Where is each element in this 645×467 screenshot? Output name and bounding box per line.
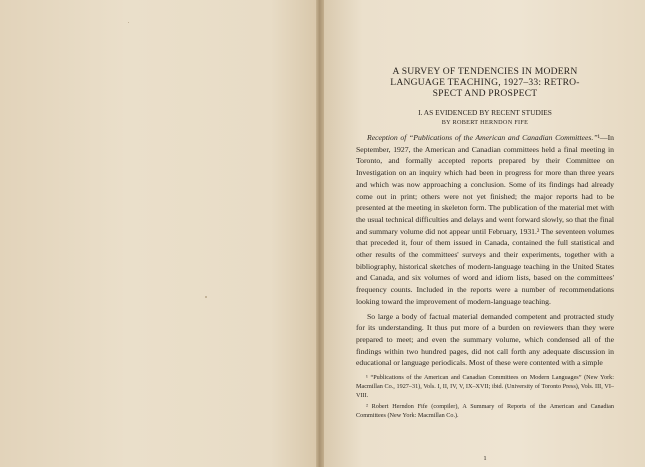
page-number: 1 <box>483 455 487 462</box>
title-line: A SURVEY OF TENDENCIES IN MODERN <box>392 66 578 77</box>
article-body <box>356 66 614 462</box>
footnote: ¹ “Publications of the American and Canadian Committees on Modern Languages” (New York: Macmillan Co., 1927–31), Vols. I, II, IV, V, IX–XVII; ibid. (University of Toronto Press), Vols. III, VI–VIII. <box>356 374 614 400</box>
section-heading: I. AS EVIDENCED BY RECENT STUDIES <box>418 108 552 117</box>
title-line: LANGUAGE TEACHING, 1927–33: RETRO- <box>390 77 580 88</box>
body-paragraph: So large a body of factual material demanded competent and protracted study for its understanding. It thus put more of a burden on reviewers than they were prepared to meet; and even the summary volume, which condensed all of the findings within two hundred pages, did not call forth any adequate discussion in educational or language periodicals. Most of these were contented with a simple <box>356 311 614 368</box>
paragraph-text: ¹—In September, 1927, the American and Canadian committees held a final meeting in Toronto, and formally accepted reports prepared by their Committee on Investigation on an inquiry which had been in progress for more than three years and which was now approaching a conclusion. Some of its findings had already come out in print; others were not yet finished; the major reports had to be presented at the meeting in skeleton form. The publication of the material met with the usual technical difficulties and delays and went forward slowly, so that the final and summary volume did not appear until February, 1931.² The seventeen volumes that preceded it, four of them issued in Canada, contained the full statistical and other results of the committees' surveys and their experiments, together with a bibliography, historical sketches of modern-language teaching in the United States and Canada, and six volumes of word and idiom lists, based on the committees' frequency counts. Included in the reports were a number of recommendations looking toward the improvement of modern-language teaching. <box>356 133 614 306</box>
footnote: ² Robert Herndon Fife (compiler), A Summary of Reports of the American and Canadian Committees (New York: Macmillan Co.). <box>356 403 614 420</box>
title-line: SPECT AND PROSPECT <box>432 88 538 99</box>
author-byline: BY ROBERT HERNDON FIFE <box>441 119 529 126</box>
paper-speck <box>205 296 207 298</box>
book-gutter <box>316 0 324 467</box>
body-paragraph <box>356 132 614 308</box>
blank-left-page <box>0 0 318 467</box>
run-in-heading: Reception of “Publications of the American and Canadian Committees.” <box>367 133 598 142</box>
paper-speck <box>128 22 129 23</box>
article-title <box>356 66 614 99</box>
